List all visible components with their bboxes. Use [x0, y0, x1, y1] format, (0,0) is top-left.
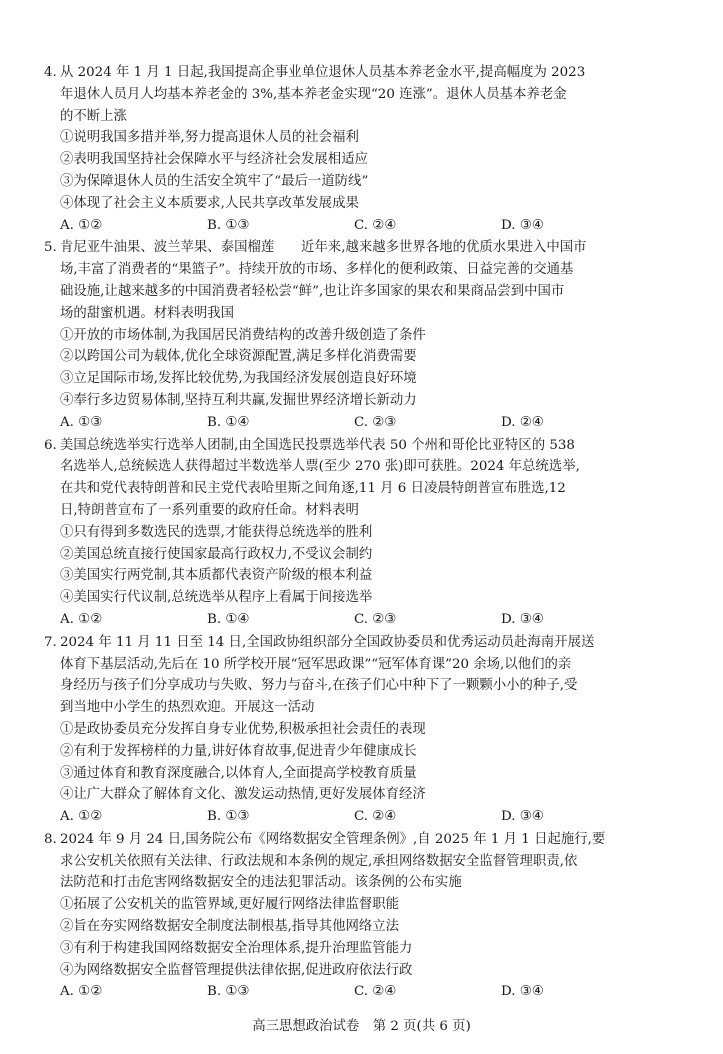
question-8	[44, 829, 672, 1003]
stem-line: 肯尼亚牛油果、波兰苹果、泰国榴莲 近年来,越来越多世界各地的优质水果进入中国市	[60, 240, 587, 256]
question-stem	[44, 829, 672, 894]
stem-line: 日,特朗普宣布了一系列重要的政府任命。材料表明	[60, 502, 359, 518]
option-c[interactable]: C. ②③	[354, 611, 397, 627]
question-number: 5.	[44, 240, 57, 256]
answer-options	[60, 412, 672, 434]
statement-3: ③通过体育和教育深度融合,以体育人,全面提高学校教育质量	[60, 765, 417, 781]
answer-options	[60, 806, 672, 828]
stem-line: 础设施,让越来越多的中国消费者轻松尝“鲜”,也让许多国家的果农和果商品尝到中国市	[60, 283, 565, 299]
statement-1: ①开放的市场体制,为我国居民消费结构的改善升级创造了条件	[60, 327, 426, 343]
option-a[interactable]: A. ①②	[60, 984, 103, 1000]
question-5	[44, 237, 672, 433]
option-b[interactable]: B. ①④	[207, 414, 250, 430]
question-6	[44, 435, 672, 631]
question-list	[44, 62, 672, 1004]
statement-1: ①拓展了公安机关的监管界域,更好履行网络法律监督职能	[60, 897, 400, 913]
option-d[interactable]: D. ③④	[501, 217, 544, 233]
statement-4: ④美国实行代议制,总统选举从程序上看属于间接选举	[60, 590, 373, 606]
statement-4: ④为网络数据安全监督管理提供法律依据,促进政府依法行政	[60, 962, 413, 978]
statement-3: ③美国实行两党制,其本质都代表资产阶级的根本利益	[60, 568, 373, 584]
option-b[interactable]: B. ①③	[207, 217, 250, 233]
stem-line: 年退休人员月人均基本养老金的 3%,基本养老金实现“20 连涨”。退休人员基本养老金	[60, 86, 567, 102]
option-d[interactable]: D. ③④	[501, 611, 544, 627]
statement-2: ②美国总统直接行使国家最高行政权力,不受议会制约	[60, 546, 373, 562]
question-stem	[44, 435, 672, 522]
option-d[interactable]: D. ②④	[501, 414, 544, 430]
statement-3: ③为保障退休人员的生活安全筑牢了“最后一道防线”	[60, 173, 369, 189]
stem-line: 在共和党代表特朗普和民主党代表哈里斯之间角逐,11 月 6 日凌晨特朗普宣布胜选,12	[60, 481, 566, 497]
statement-1: ①说明我国多措并举,努力提高退休人员的社会福利	[60, 130, 359, 146]
statement-2: ②以跨国公司为载体,优化全球资源配置,满足多样化消费需要	[60, 349, 417, 365]
option-c[interactable]: C. ②③	[354, 414, 397, 430]
question-number: 8.	[44, 831, 57, 847]
option-d[interactable]: D. ③④	[501, 984, 544, 1000]
option-c[interactable]: C. ②④	[354, 217, 397, 233]
stem-line: 的不断上涨	[60, 108, 127, 124]
question-number: 4.	[44, 65, 57, 80]
option-d[interactable]: D. ③④	[501, 809, 544, 825]
option-a[interactable]: A. ①②	[60, 809, 103, 825]
statement-3: ③立足国际市场,发挥比较优势,为我国经济发展创造良好环境	[60, 371, 417, 387]
stem-line: 到当地中小学生的热烈欢迎。开展这一活动	[60, 700, 315, 716]
option-c[interactable]: C. ②④	[354, 809, 397, 825]
page-footer: 高三思想政治试卷 第 2 页(共 6 页)	[252, 1019, 471, 1034]
statement-2: ②旨在夯实网络数据安全制度法制根基,指导其他网络立法	[60, 919, 400, 935]
statement-2: ②表明我国坚持社会保障水平与经济社会发展相适应	[60, 152, 368, 168]
stem-line: 体育下基层活动,先后在 10 所学校开展“冠军思政课”“冠军体育课”20 余场,以他们的亲	[60, 656, 572, 672]
option-a[interactable]: A. ①②	[60, 217, 103, 233]
stem-line: 法防范和打击危害网络数据安全的违法犯罪活动。该条例的公布实施	[60, 875, 462, 891]
stem-line: 2024 年 9 月 24 日,国务院公布《网络数据安全管理条例》,自 2025 年 1 月 1 日起施行,要	[60, 831, 606, 847]
stem-line: 从 2024 年 1 月 1 日起,我国提高企事业单位退休人员基本养老金水平,提高幅度为 2023	[60, 65, 586, 80]
stem-line: 求公安机关依照有关法律、行政法规和本条例的规定,承担网络数据安全监督管理职责,依	[60, 853, 578, 869]
option-b[interactable]: B. ①③	[207, 809, 250, 825]
statement-4: ④奉行多边贸易体制,坚持互利共赢,发掘世界经济增长新动力	[60, 392, 417, 408]
statement-1: ①是政协委员充分发挥自身专业优势,积极承担社会责任的表现	[60, 721, 426, 737]
question-stem	[44, 237, 672, 324]
question-number: 6.	[44, 437, 57, 453]
question-4	[44, 62, 672, 236]
option-a[interactable]: A. ①③	[60, 414, 103, 430]
stem-line: 身经历与孩子们分享成功与失败、努力与奋斗,在孩子们心中种下了一颗颗小小的种子,受	[60, 678, 578, 694]
option-a[interactable]: A. ①②	[60, 611, 103, 627]
stem-line: 场,丰富了消费者的“果篮子”。持续开放的市场、多样化的便利政策、日益完善的交通基	[60, 262, 574, 278]
question-7	[44, 632, 672, 828]
statement-2: ②有利于发挥榜样的力量,讲好体育故事,促进青少年健康成长	[60, 743, 417, 759]
option-c[interactable]: C. ②④	[354, 984, 397, 1000]
question-stem	[44, 62, 672, 127]
answer-options	[60, 609, 672, 631]
question-stem	[44, 632, 672, 719]
question-number: 7.	[44, 634, 57, 650]
stem-line: 美国总统选举实行选举人团制,由全国选民投票选举代表 50 个州和哥伦比亚特区的 538	[60, 437, 575, 453]
statement-1: ①只有得到多数选民的选票,才能获得总统选举的胜利	[60, 524, 373, 540]
statement-3: ③有利于构建我国网络数据安全治理体系,提升治理监管能力	[60, 940, 413, 956]
statement-4: ④体现了社会主义本质要求,人民共享改革发展成果	[60, 195, 359, 211]
option-b[interactable]: B. ①④	[207, 611, 250, 627]
answer-options	[60, 981, 672, 1003]
option-b[interactable]: B. ①③	[207, 984, 250, 1000]
stem-line: 2024 年 11 月 11 日至 14 日,全国政协组织部分全国政协委员和优秀运动员赴海南开展送	[60, 634, 595, 650]
answer-options	[60, 215, 672, 237]
statement-4: ④让广大群众了解体育文化、激发运动热情,更好发展体育经济	[60, 787, 426, 803]
stem-line: 场的甜蜜机遇。材料表明我国	[60, 305, 235, 321]
stem-line: 名选举人,总统候选人获得超过半数选举人票(至少 270 张)即可获胜。2024 年总统选举,	[60, 459, 580, 475]
